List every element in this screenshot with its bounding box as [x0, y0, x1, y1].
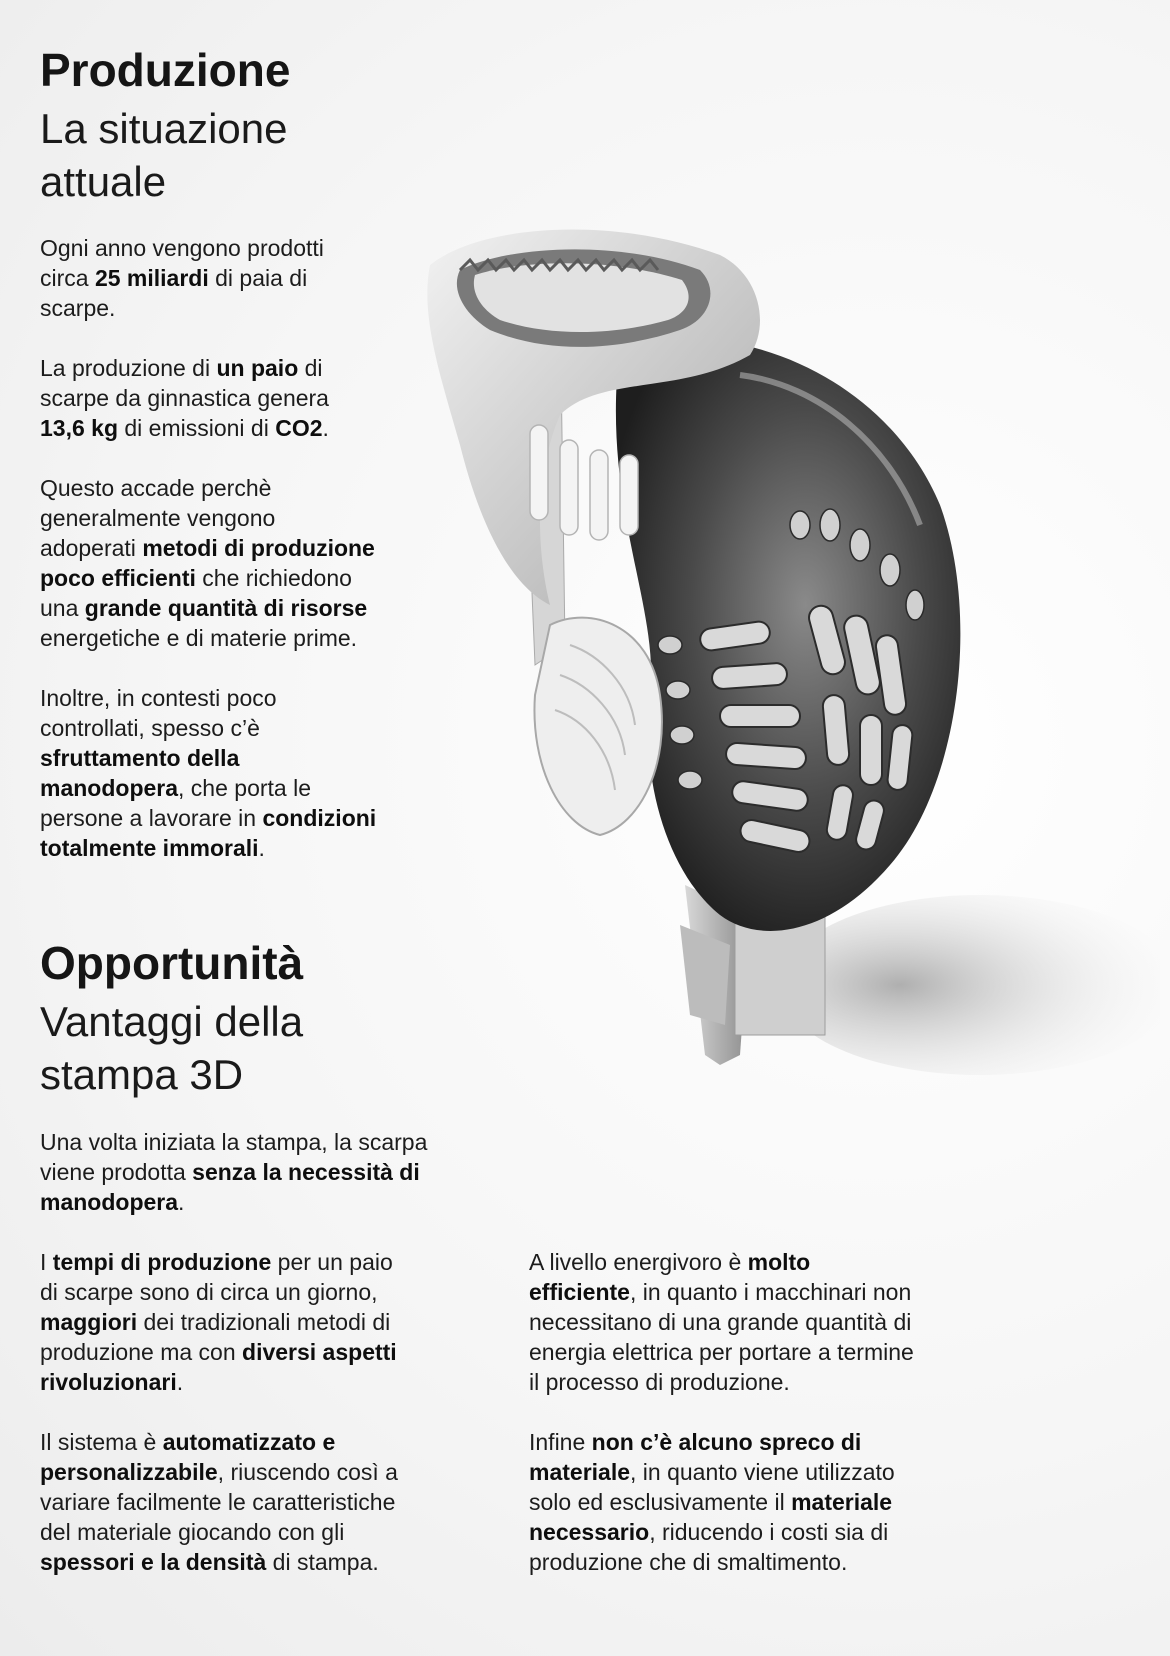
paragraph-emissions: La produzione di un paio di scarpe da ginnastica genera 13,6 kg di emissioni di CO2. [40, 355, 329, 441]
paragraph-shoe-count: Ogni anno vengono prodotti circa 25 miliardi di paia di scarpe. [40, 235, 324, 321]
paragraph-production-time: I tempi di produzione per un paio di scarpe sono di circa un giorno, maggiori dei tradizionali metodi di produzione ma con diversi aspetti rivoluzionari. [40, 1249, 397, 1395]
shoe-shadow [780, 895, 1160, 1075]
section-produzione-subtitle: La situazione attuale [40, 105, 288, 206]
shoe-heel-clip [534, 618, 661, 835]
section-opportunita-title: Opportunità [40, 937, 304, 989]
paragraph-energy-efficiency: A livello energivoro è molto efficiente, in quanto i macchinari non necessitano di una grande quantità di energia elettrica per portare a termine il processo di produzione. [529, 1249, 914, 1395]
paragraph-no-labor: Una volta iniziata la stampa, la scarpa viene prodotta senza la necessità di manodopera. [40, 1129, 428, 1215]
paragraph-inefficient-methods: Questo accade perchè generalmente vengono adoperati metodi di produzione poco efficienti che richiedono una grande quantità di risorse energetiche e di materie prime. [40, 475, 375, 651]
3d-printed-shoe-image [420, 225, 1160, 1145]
paragraph-no-waste: Infine non c’è alcuno spreco di materiale, in quanto viene utilizzato solo ed esclusivamente il materiale necessario, riducendo i costi sia di produzione che di smaltimento. [529, 1429, 895, 1575]
section-opportunita-subtitle: Vantaggi della stampa 3D [40, 998, 304, 1099]
paragraph-automation: Il sistema è automatizzato e personalizzabile, riuscendo così a variare facilmente le caratteristiche del materiale giocando con gli spessori e la densità di stampa. [40, 1429, 398, 1575]
paragraph-labor-exploitation: Inoltre, in contesti poco controllati, spesso c’è sfruttamento della manodopera, che porta le persone a lavorare in condizioni totalmente immorali. [40, 685, 377, 861]
section-produzione-title: Produzione [40, 44, 291, 96]
